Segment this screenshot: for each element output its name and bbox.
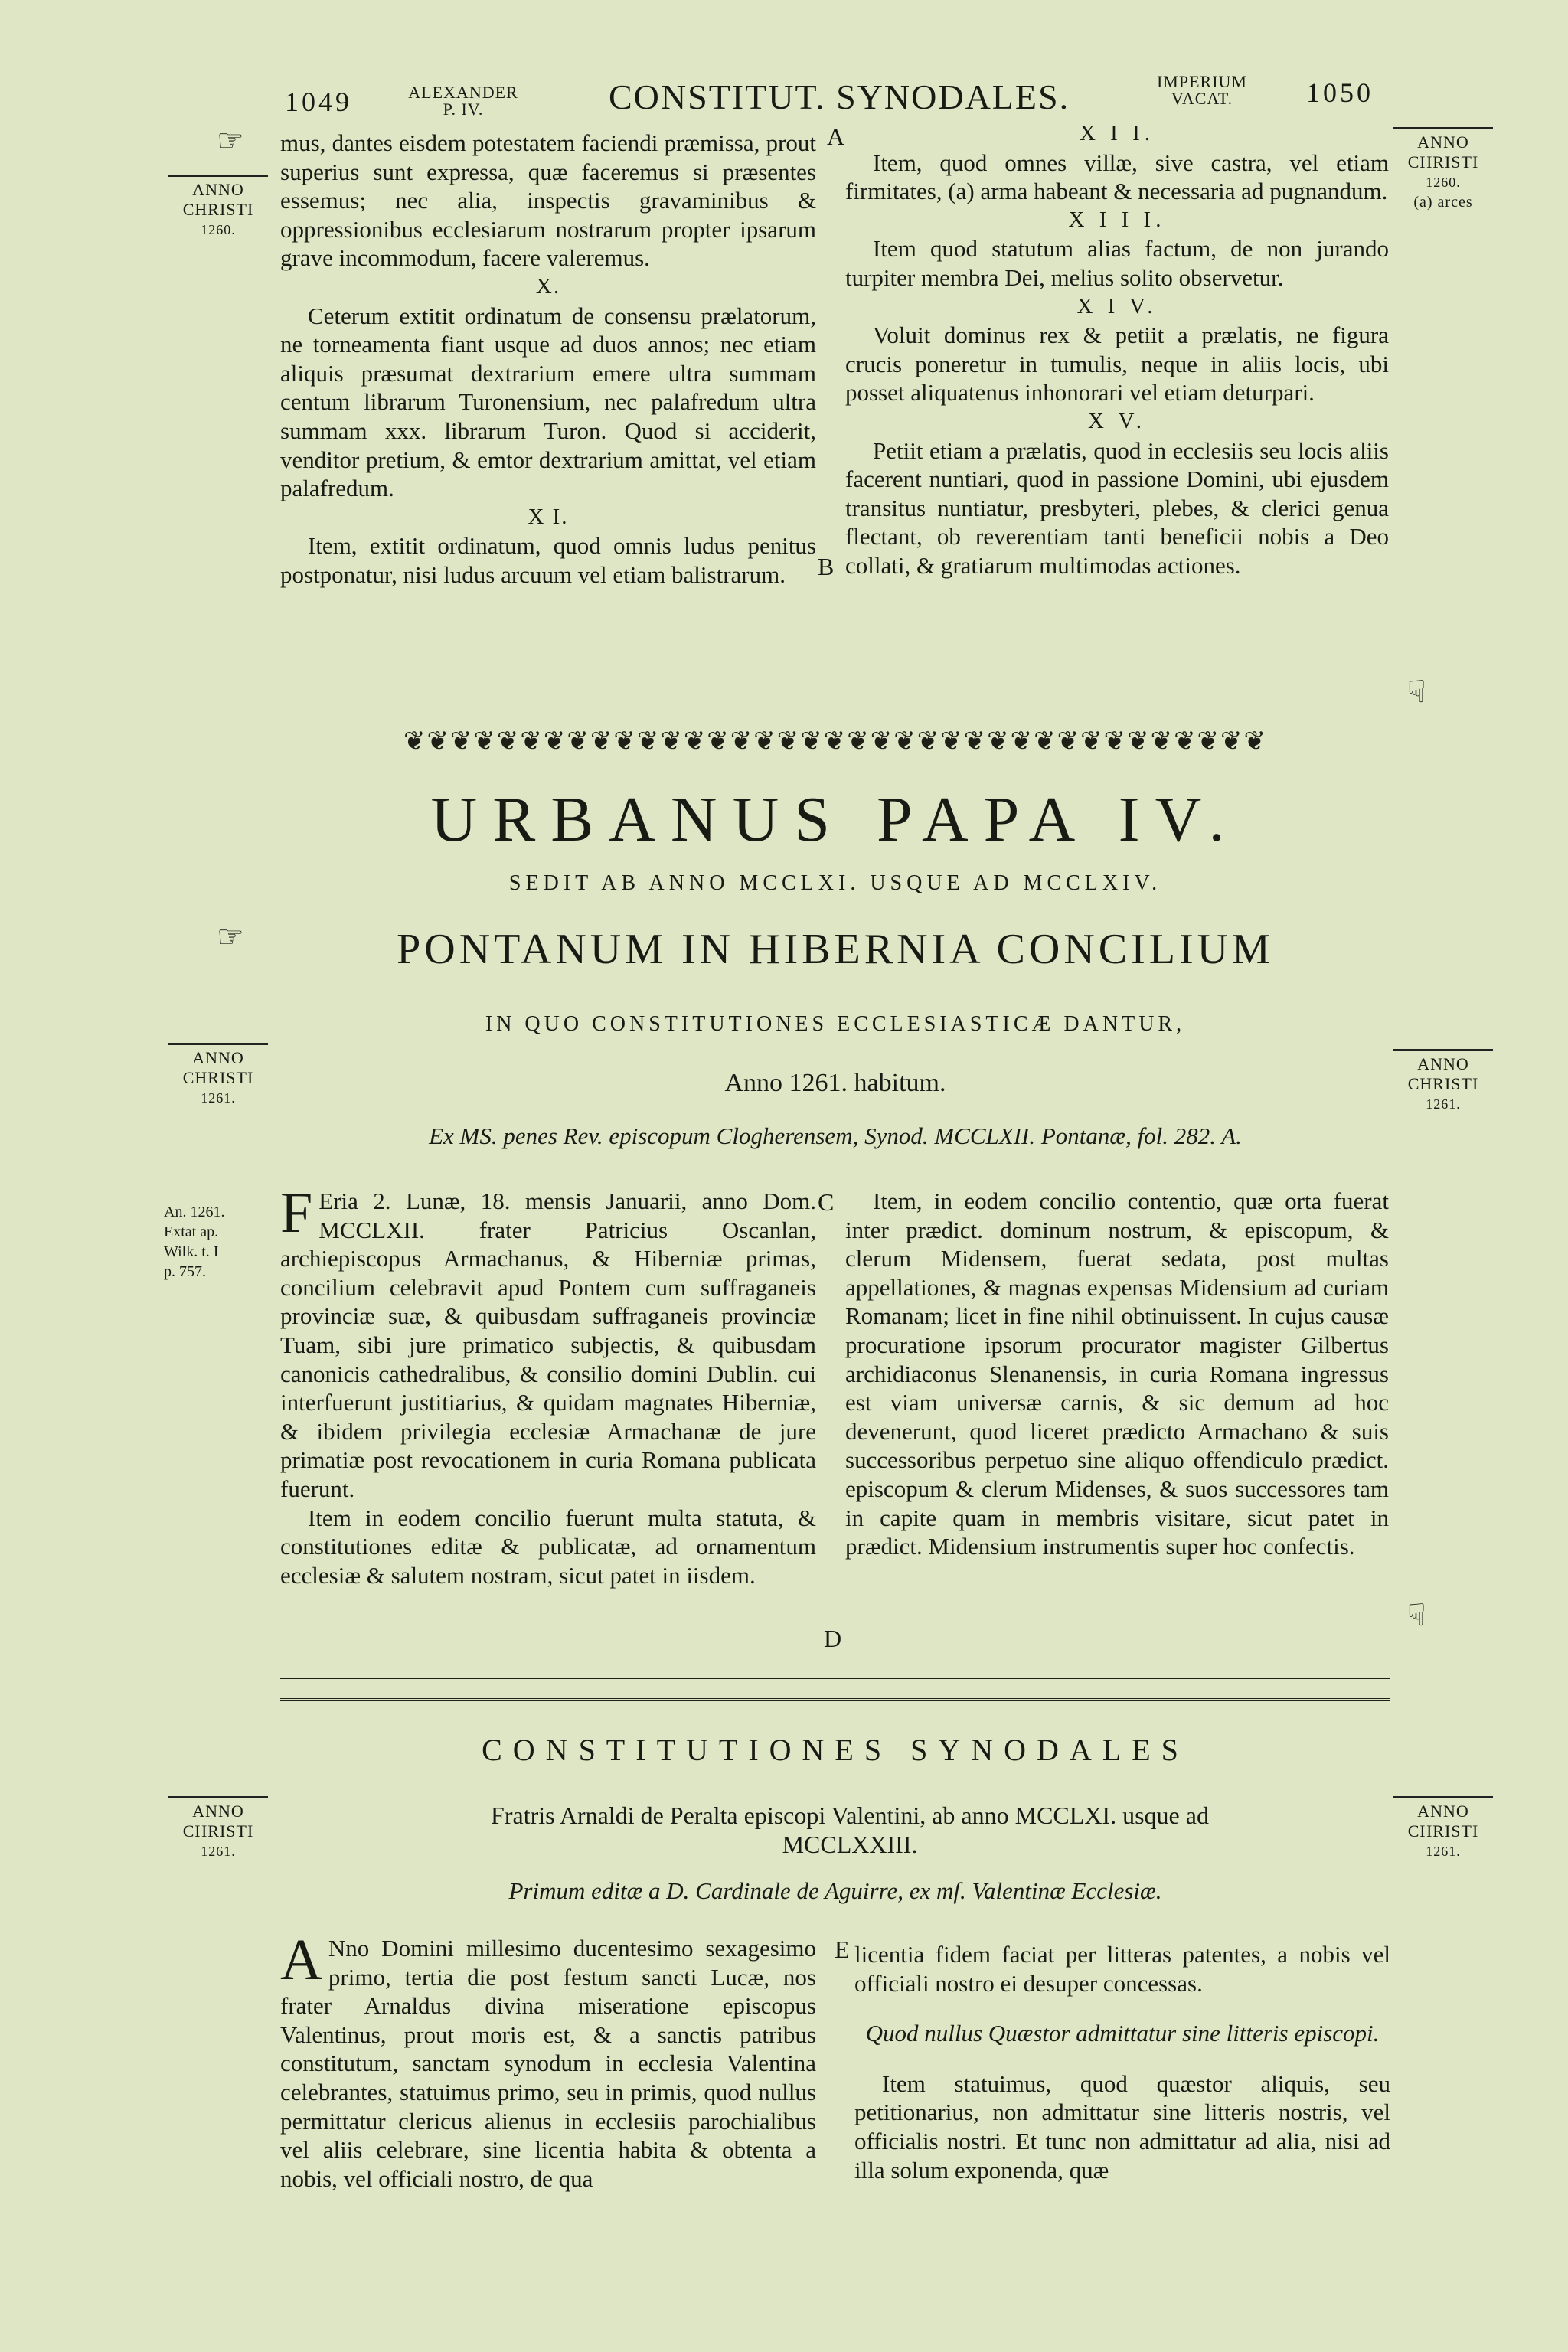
paragraph: Item statuimus, quod quæstor aliquis, seu petitionarius, non admittatur sine litteris nostris, vel officialis nostri. Et tunc non admittatur ad alia, nisi ad illa solum exponenda, quæ [854,2069,1390,2184]
section-number: X I I. [1079,121,1155,145]
paragraph: Eria 2. Lunæ, 18. mensis Januarii, anno Dom. MCCLXII. frater Patricius Oscanlan, archiepiscopus Armachanus, & Hiberniæ primas, concilium celebravit apud Pontem cum suffraganeis provinciæ suæ, & quibusdam suffraganeis provinciæ Tuam, sibi jure primatico subjectis, & quibusdam canonicis cathedralibus, & consilio domini Dublin. cui interfuerunt justitiarius, & quidam magnates Hiberniæ, & ibidem privilegia ecclesiæ Armachanæ de jure primatiæ post revocationem in curia Romana publicata fuerunt. [280,1187,816,1502]
margin-extat-line: Extat ap. [164,1223,219,1240]
margin-extat-line: An. 1261. [164,1204,225,1220]
margin-anno: ANNO [1417,1054,1469,1073]
running-head-left-line2: P. IV. [443,100,484,119]
margin-year: 1261. [201,1844,236,1859]
pointing-hand-icon: ☟ [1407,1598,1426,1632]
running-title: CONSTITUT. SYNODALES. [609,77,1070,116]
margin-christi: CHRISTI [1407,1821,1479,1841]
margin-year: 1260. [201,222,236,237]
section-number: X V. [1087,408,1147,433]
ornamental-rule [280,1678,1390,1701]
margin-year: 1260. [1426,175,1461,190]
section-number: X I V. [1076,293,1158,318]
paragraph: Item, quod omnes villæ, sive castra, vel etiam firmitates, (a) arma habeant & necessaria ad pugnandum. [845,149,1389,205]
pope-title: URBANUS PAPA IV. [430,784,1240,855]
constitutiones-left-column [280,1928,816,2193]
paragraph: Item in eodem concilio fuerunt multa statuta, & constitutiones editæ & publicatæ, ad ornamentum ecclesiæ & salutem nostram, sicut patet in iisdem. [280,1504,816,1589]
running-head-right-line2: VACAT. [1171,89,1233,108]
constitutiones-subtitle: Fratris Arnaldi de Peralta episcopi Valentini, ab anno MCCLXI. usque ad MCCLXXIII. [491,1802,1209,1858]
margin-year: 1261. [1426,1096,1461,1112]
margin-rule [168,1796,268,1798]
paragraph: Petiit etiam a prælatis, quod in ecclesiis seu locis aliis facerent nuntiari, quod in passione Domini, ubi ejusdem transitus nuntiatur, presbyteri, plebes, & clerici genua flectant, ob reverentiam tanti beneficii nobis a Deo collati, & gratiarum multimodas actiones. [845,436,1389,579]
pope-subtitle: SEDIT AB ANNO MCCLXI. USQUE AD MCCLXIV. [508,871,1162,895]
margin-rule [168,1043,268,1045]
council-subtitle: IN QUO CONSTITUTIONES ECCLESIASTICÆ DANTUR, [485,1012,1186,1036]
margin-year: 1261. [201,1090,236,1106]
drop-cap: A [280,1928,322,1992]
pointing-hand-icon: ☞ [217,123,244,158]
page-number-left: 1049 [285,87,352,117]
margin-rule [1393,1049,1493,1051]
council-source: Ex MS. penes Rev. episcopum Clogherensem, Synod. MCCLXII. Pontanæ, fol. 282. A. [429,1122,1242,1149]
margin-footnote-arces: (a) arces [1413,194,1473,211]
margin-christi: CHRISTI [182,1821,254,1841]
section-number: X I I I. [1068,207,1166,232]
margin-note-anno-1260-right [1390,127,1497,212]
section1-right-column [845,119,1389,580]
council-right-column [845,1187,1389,1561]
margin-note-extat [164,1202,271,1282]
paragraph: Item, in eodem concilio contentio, quæ orta fuerat inter prædict. dominum nostrum, & episcopum, & clerum Midensem, fuerat sedata, post multas appellationes, & magnas expensas Midensium ad curiam Romanam; licet in fine nihil obtinuissent. In cujus causæ procuratione ipsorum procurator magister Gilbertus archidiaconus Slenanensis, in curia Romana ingressus est viam universæ carnis, & sic demum ad hoc devenerunt, quod liceret prædicto Armachano & suis successoribus perpetuo sine aliquo offendiculo prædict. episcopum & clerum Midenses, & suos successores tam in capite quam in membris visitare, sicut patet in prædict. Midensium instrumentis super hoc confectis. [845,1187,1389,1560]
marker-b: B [818,553,835,580]
paragraph: Nno Domini millesimo ducentesimo sexagesimo primo, tertia die post festum sancti Lucæ, nos frater Arnaldus divina miseratione episcopus Valentinus, prout moris est, & a sanctis patribus constitutum, sanctam synodum in ecclesia Valentina celebrantes, statuimus primo, seu in primis, quod nullus permittatur clericus alienus in ecclesiis parochialibus vel aliis celebrare, sine licentia habita & obtenta a nobis, vel officiali nostro, de qua [280,1935,816,2192]
margin-christi: CHRISTI [1407,152,1479,172]
marker-d: D [824,1625,842,1652]
margin-christi: CHRISTI [182,1068,254,1087]
running-head-left-line1: ALEXANDER [408,83,518,102]
pointing-hand-icon: ☞ [217,920,244,954]
margin-note-anno-1261-right-2 [1390,1796,1497,1861]
margin-anno: ANNO [192,1048,244,1067]
margin-note-anno-1261-left-2 [165,1796,272,1861]
marker-a: A [827,122,845,150]
marker-c: C [818,1188,835,1216]
margin-anno: ANNO [1417,1802,1469,1821]
margin-extat-line: Wilk. t. I [164,1243,219,1260]
margin-year: 1261. [1426,1844,1461,1859]
paragraph: Ceterum extitit ordinatum de consensu prælatorum, ne torneamenta fiant usque ad duos annos; nec etiam aliquis præsumat dextrarium emere ultra summam centum librarum Turonensium, nec palafredum ultra summam xxx. librarum Turon. Quod si acciderit, venditor pretium, & emtor dextrarium amittat, vel etiam palafredum. [280,302,816,502]
margin-extat-line: p. 757. [164,1263,206,1280]
paragraph: Voluit dominus rex & petiit a prælatis, ne figura crucis poneretur in tumulis, neque in aliis locis, ubi posset aliquatenus inhonorari vel etiam deturpari. [845,322,1389,407]
council-left-column [280,1181,816,1589]
running-head-right-line1: IMPERIUM [1156,72,1247,91]
margin-note-anno-1261-right [1390,1049,1497,1114]
margin-note-anno-1260-left [165,175,272,240]
margin-rule [1393,127,1493,129]
paragraph: Item quod statutum alias factum, de non jurando turpiter membra Dei, melius solito observetur. [845,235,1389,291]
margin-christi: CHRISTI [182,200,254,219]
running-head-left [390,84,536,118]
margin-christi: CHRISTI [1407,1074,1479,1093]
council-title: PONTANUM IN HIBERNIA CONCILIUM [397,926,1274,973]
margin-rule [168,175,268,177]
marker-e: E [835,1936,850,1963]
paragraph: licentia fidem faciat per litteras patentes, a nobis vel officiali nostro ei desuper concessas. [854,1941,1390,1997]
paragraph: Item, extitit ordinatum, quod omnis ludus penitus postponatur, nisi ludus arcuum vel etiam balistrarum. [280,532,816,588]
pointing-hand-icon: ☟ [1407,675,1426,709]
rubric-heading: Quod nullus Quæstor admittatur sine litteris episcopi. [865,2020,1380,2047]
margin-anno: ANNO [192,1802,244,1821]
running-head-right [1133,74,1271,107]
ornamental-band: ❦❦❦❦❦❦❦❦❦❦❦❦❦❦❦❦❦❦❦❦❦❦❦❦❦❦❦❦❦❦❦❦❦❦❦❦❦ [403,727,1268,756]
section-number: X I. [528,504,569,529]
margin-anno: ANNO [192,180,244,199]
section1-left-column [280,129,816,590]
margin-note-anno-1261-left [165,1043,272,1108]
section-number: X. [535,273,561,299]
margin-rule [1393,1796,1493,1798]
drop-cap: F [280,1181,313,1245]
margin-anno: ANNO [1417,132,1469,152]
page-number-right: 1050 [1306,77,1374,108]
constitutiones-title: CONSTITUTIONES SYNODALES [482,1733,1189,1767]
paragraph: mus, dantes eisdem potestatem faciendi præmissa, prout superius sunt expressa, quæ faceremus si præsentes essemus; nec alia, inspectis gravaminibus & oppressionibus ecclesiarum nostrarum propter ipsarum grave incommodum, facere valeremus. [280,129,816,272]
constitutiones-right-column [854,1940,1390,2184]
council-year: Anno 1261. habitum. [724,1069,946,1097]
constitutiones-edition: Primum editæ a D. Cardinale de Aguirre, ex mſ. Valentinæ Ecclesiæ. [508,1877,1162,1904]
